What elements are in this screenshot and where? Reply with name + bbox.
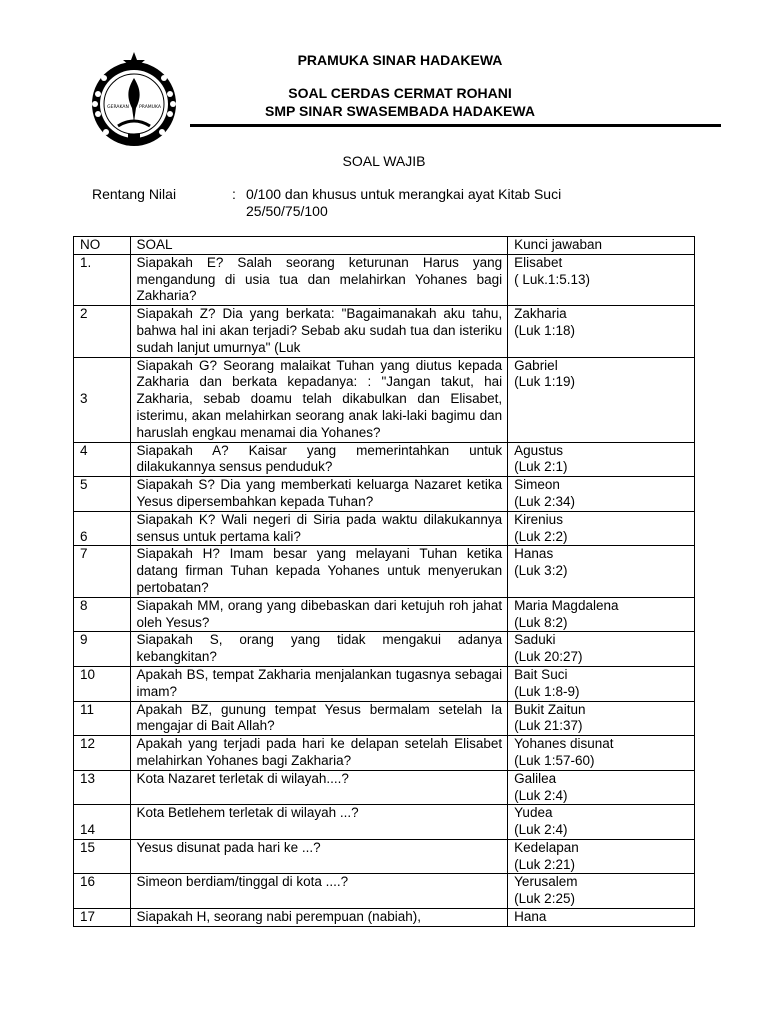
header-title-organization: PRAMUKA SINAR HADAKEWA — [297, 52, 503, 68]
answer-reference: (Luk 1:18) — [514, 322, 575, 338]
answer-reference: (Luk 2:2) — [514, 528, 568, 544]
table-row — [74, 909, 695, 927]
answer-key — [508, 306, 695, 357]
answer-key — [508, 546, 695, 597]
table-row — [74, 839, 695, 874]
answer-text: Yohanes disunat — [514, 736, 614, 752]
answer-reference: (Luk 2:21) — [514, 856, 575, 872]
question-text: Apakah BS, tempat Zakharia menjalankan tugasnya sebagai imam? — [130, 666, 508, 701]
answer-text: Galilea — [514, 770, 557, 786]
question-text: Apakah BZ, gunung tempat Yesus bermalam setelah Ia mengajar di Bait Allah? — [130, 701, 508, 736]
answer-reference: (Luk 21:37) — [514, 718, 583, 734]
answer-text: Yerusalem — [514, 874, 578, 890]
row-number: 13 — [74, 770, 131, 805]
question-text: Siapakah H, seorang nabi perempuan (nabiah), — [130, 909, 508, 927]
rentang-nilai-value — [246, 186, 626, 220]
answer-reference: (Luk 2:25) — [514, 891, 575, 907]
table-row — [74, 701, 695, 736]
row-number: 14 — [74, 805, 131, 840]
question-text: Kota Nazaret terletak di wilayah....? — [130, 770, 508, 805]
row-number: 5 — [74, 477, 131, 512]
answer-reference: ( Luk.1:5.13) — [514, 271, 590, 287]
answer-reference: (Luk 2:4) — [514, 787, 568, 803]
answer-key — [508, 701, 695, 736]
row-number: 2 — [74, 306, 131, 357]
question-text: Siapakah A? Kaisar yang memerintahkan untuk dilakukannya sensus penduduk? — [130, 442, 508, 477]
row-number: 8 — [74, 597, 131, 632]
column-header-kunci: Kunci jawaban — [508, 237, 695, 255]
answer-key — [508, 805, 695, 840]
column-header-soal: SOAL — [130, 237, 508, 255]
answer-text: Simeon — [514, 477, 560, 493]
pramuka-emblem-icon — [82, 48, 186, 152]
table-row — [74, 632, 695, 667]
answer-text: Bait Suci — [514, 666, 568, 682]
answer-key — [508, 909, 695, 927]
table-row — [74, 736, 695, 771]
header-divider — [190, 124, 721, 127]
row-number: 4 — [74, 442, 131, 477]
answer-key — [508, 254, 695, 305]
header-title-school: SMP SINAR SWASEMBADA HADAKEWA — [265, 103, 535, 119]
answer-key — [508, 597, 695, 632]
answer-text: Zakharia — [514, 306, 567, 322]
answer-key — [508, 839, 695, 874]
row-number: 6 — [74, 511, 131, 546]
questions-table-body — [74, 237, 695, 927]
table-row — [74, 770, 695, 805]
answer-key — [508, 511, 695, 546]
svg-text:PRAMUKA: PRAMUKA — [139, 105, 161, 110]
answer-reference: (Luk 2:4) — [514, 822, 568, 838]
answer-reference: (Luk 20:27) — [514, 649, 583, 665]
answer-text: Maria Magdalena — [514, 597, 619, 613]
question-text: Apakah yang terjadi pada hari ke delapan setelah Elisabet melahirkan Yohanes bagi Zakharia? — [130, 736, 508, 771]
answer-key — [508, 666, 695, 701]
answer-key — [508, 736, 695, 771]
answer-text: Kedelapan — [514, 839, 579, 855]
row-number: 15 — [74, 839, 131, 874]
answer-text: Agustus — [514, 442, 563, 458]
table-row — [74, 511, 695, 546]
question-text: Simeon berdiam/tinggal di kota ....? — [130, 874, 508, 909]
question-text: Siapakah E? Salah seorang keturunan Harus yang mengandung di usia tua dan melahirkan Yohanes bagi Zakharia? — [130, 254, 508, 305]
answer-reference: (Luk 1:8-9) — [514, 683, 580, 699]
answer-text: Saduki — [514, 632, 556, 648]
answer-text: Elisabet — [514, 254, 563, 270]
table-row — [74, 442, 695, 477]
answer-reference: (Luk 3:2) — [514, 563, 568, 579]
rentang-nilai-colon: : — [232, 186, 236, 202]
table-row — [74, 357, 695, 442]
answer-reference: (Luk 1:19) — [514, 374, 575, 390]
answer-key — [508, 357, 695, 442]
row-number: 9 — [74, 632, 131, 667]
answer-key — [508, 632, 695, 667]
table-row — [74, 666, 695, 701]
answer-text: Bukit Zaitun — [514, 701, 586, 717]
svg-text:GERAKAN: GERAKAN — [107, 105, 129, 110]
answer-text: Hanas — [514, 546, 554, 562]
answer-text: Hana — [514, 909, 547, 925]
question-text: Siapakah H? Imam besar yang melayani Tuhan ketika datang firman Tuhan kepada Yohanes untuk menyerukan pertobatan? — [130, 546, 508, 597]
answer-text: Yudea — [514, 805, 553, 821]
answer-text: Gabriel — [514, 357, 558, 373]
answer-reference: (Luk 1:57-60) — [514, 752, 595, 768]
table-row — [74, 597, 695, 632]
row-number: 16 — [74, 874, 131, 909]
question-text: Siapakah G? Seorang malaikat Tuhan yang diutus kepada Zakharia dan berkata kepadanya: : "Jangan takut, hai Zakharia, sebab doamu telah dikabulkan dan Elisabet, isterimu, akan melahirkan seorang anak laki-laki bagimu dan haruslah engkau menamai dia Yohanes? — [130, 357, 508, 442]
question-text: Siapakah MM, orang yang dibebaskan dari ketujuh roh jahat oleh Yesus? — [130, 597, 508, 632]
question-text: Yesus disunat pada hari ke ...? — [130, 839, 508, 874]
question-text: Siapakah Z? Dia yang berkata: "Bagaimanakah aku tahu, bahwa hal ini akan terjadi? Sebab aku sudah tua dan isteriku sudah lanjut umurnya" (Luk — [130, 306, 508, 357]
answer-key — [508, 770, 695, 805]
table-row — [74, 874, 695, 909]
answer-key — [508, 874, 695, 909]
section-title: SOAL WAJIB — [342, 153, 426, 169]
answer-key — [508, 477, 695, 512]
question-text: Siapakah S, orang yang tidak mengakui adanya kebangkitan? — [130, 632, 508, 667]
rentang-nilai-label: Rentang Nilai — [92, 186, 177, 202]
rentang-nilai-line2: 25/50/75/100 — [246, 203, 328, 219]
answer-reference: (Luk 8:2) — [514, 614, 568, 630]
questions-table — [73, 236, 695, 927]
table-row — [74, 546, 695, 597]
table-header-row — [74, 237, 695, 255]
row-number: 3 — [74, 357, 131, 442]
row-number: 7 — [74, 546, 131, 597]
row-number: 12 — [74, 736, 131, 771]
table-row — [74, 254, 695, 305]
header-title-contest: SOAL CERDAS CERMAT ROHANI — [288, 85, 512, 101]
table-row — [74, 805, 695, 840]
column-header-no: NO — [74, 237, 131, 255]
question-text: Siapakah K? Wali negeri di Siria pada waktu dilakukannya sensus untuk pertama kali? — [130, 511, 508, 546]
answer-text: Kirenius — [514, 511, 563, 527]
answer-key — [508, 442, 695, 477]
row-number: 10 — [74, 666, 131, 701]
row-number: 11 — [74, 701, 131, 736]
table-row — [74, 477, 695, 512]
answer-reference: (Luk 2:34) — [514, 493, 575, 509]
question-text: Kota Betlehem terletak di wilayah ...? — [130, 805, 508, 840]
question-text: Siapakah S? Dia yang memberkati keluarga Nazaret ketika Yesus dipersembahkan kepada Tuhan? — [130, 477, 508, 512]
answer-reference: (Luk 2:1) — [514, 459, 568, 475]
rentang-nilai-line1: 0/100 dan khusus untuk merangkai ayat Kitab Suci — [246, 186, 562, 202]
row-number: 1. — [74, 254, 131, 305]
table-row — [74, 306, 695, 357]
row-number: 17 — [74, 909, 131, 927]
